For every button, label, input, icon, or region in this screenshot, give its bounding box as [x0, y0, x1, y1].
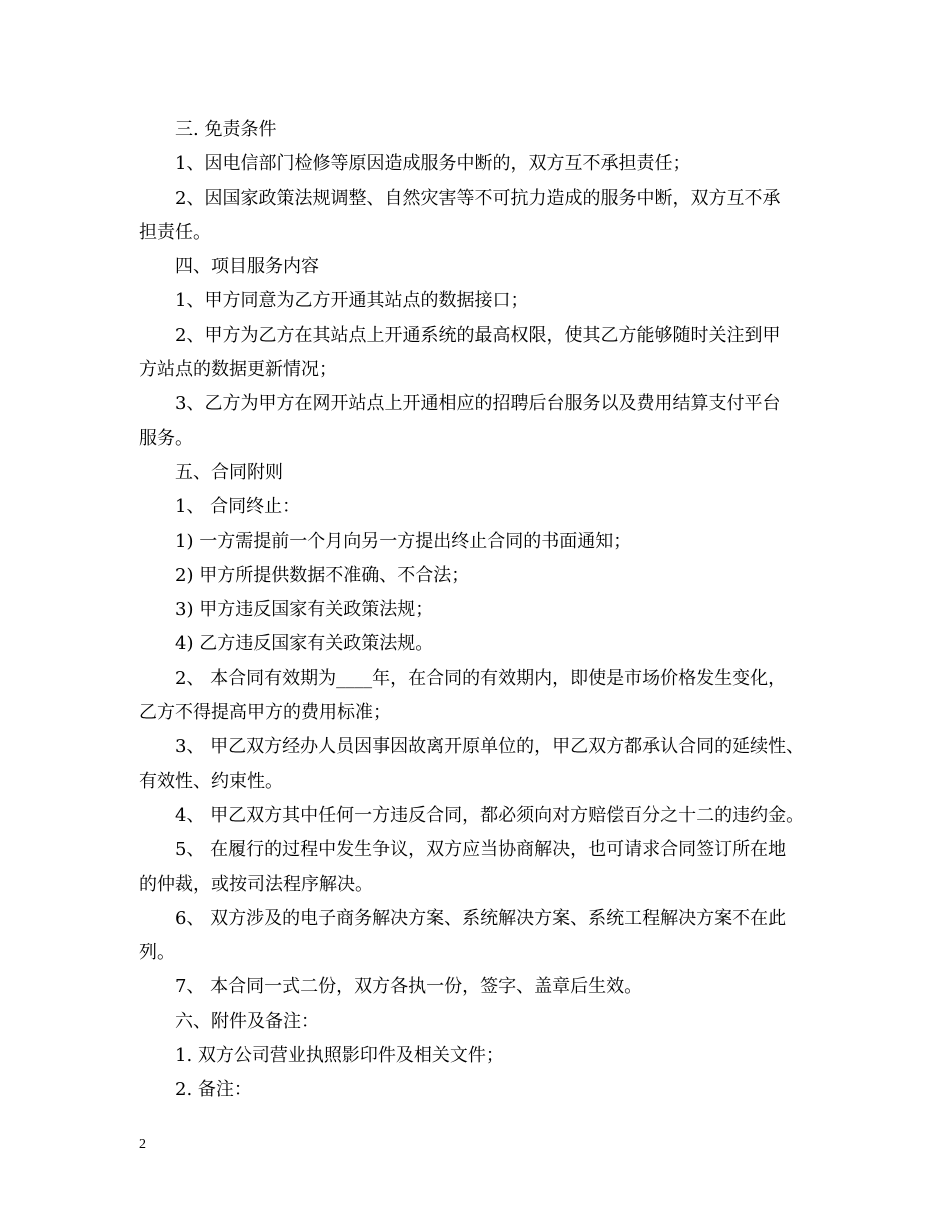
paragraph-line: 6、 双方涉及的电子商务解决方案、系统解决方案、系统工程解决方案不在此	[175, 907, 787, 929]
document-body	[139, 113, 829, 1108]
paragraph-line: 服务。	[139, 427, 193, 449]
paragraph-line: 7、 本合同一式二份，双方各执一份，签字、盖章后生效。	[175, 976, 643, 998]
paragraph-line: 乙方不得提高甲方的费用标准；	[139, 702, 391, 724]
paragraph-line: 有效性、约束性。	[139, 770, 283, 792]
page-number: 2	[139, 1137, 146, 1152]
section-heading-supplementary: 五、合同附则	[175, 461, 283, 483]
paragraph-line: 1、 合同终止：	[175, 496, 301, 518]
paragraph-line: 1、因电信部门检修等原因造成服务中断的，双方互不承担责任；	[175, 153, 691, 175]
paragraph-line: 3、 甲乙双方经办人员因事因故离开原单位的，甲乙双方都承认合同的延续性、	[175, 736, 805, 758]
paragraph-line: 列。	[139, 942, 175, 964]
paragraph-line: 的仲裁，或按司法程序解决。	[139, 873, 373, 895]
paragraph-line: 2、甲方为乙方在其站点上开通系统的最高权限，使其乙方能够随时关注到甲	[175, 324, 781, 346]
section-heading-exemption: 三. 免责条件	[175, 119, 277, 140]
paragraph-line: 1. 双方公司营业执照影印件及相关文件；	[175, 1045, 504, 1067]
paragraph-line: 2、 本合同有效期为____年，在合同的有效期内，即使是市场价格发生变化，	[175, 667, 787, 689]
section-heading-attachments: 六、附件及备注：	[175, 1010, 319, 1032]
paragraph-line: 2. 备注：	[175, 1079, 252, 1101]
paragraph-line: 1) 一方需提前一个月向另一方提出终止合同的书面通知；	[175, 530, 632, 552]
paragraph-line: 5、 在履行的过程中发生争议，双方应当协商解决，也可请求合同签订所在地	[175, 839, 787, 861]
paragraph-line: 4) 乙方违反国家有关政策法规。	[175, 633, 434, 655]
paragraph-line: 4、 甲乙双方其中任何一方违反合同，都必须向对方赔偿百分之十二的违约金。	[175, 804, 805, 826]
paragraph-line: 担责任。	[139, 221, 211, 243]
paragraph-line: 1、甲方同意为乙方开通其站点的数据接口；	[175, 290, 529, 312]
section-heading-service-content: 四、项目服务内容	[175, 256, 319, 278]
paragraph-line: 2、因国家政策法规调整、自然灾害等不可抗力造成的服务中断，双方互不承	[175, 187, 781, 209]
paragraph-line: 3) 甲方违反国家有关政策法规；	[175, 599, 434, 621]
paragraph-line: 2) 甲方所提供数据不准确、不合法；	[175, 564, 470, 586]
paragraph-line: 3、乙方为甲方在网开站点上开通相应的招聘后台服务以及费用结算支付平台	[175, 393, 781, 415]
paragraph-line: 方站点的数据更新情况；	[139, 359, 337, 381]
